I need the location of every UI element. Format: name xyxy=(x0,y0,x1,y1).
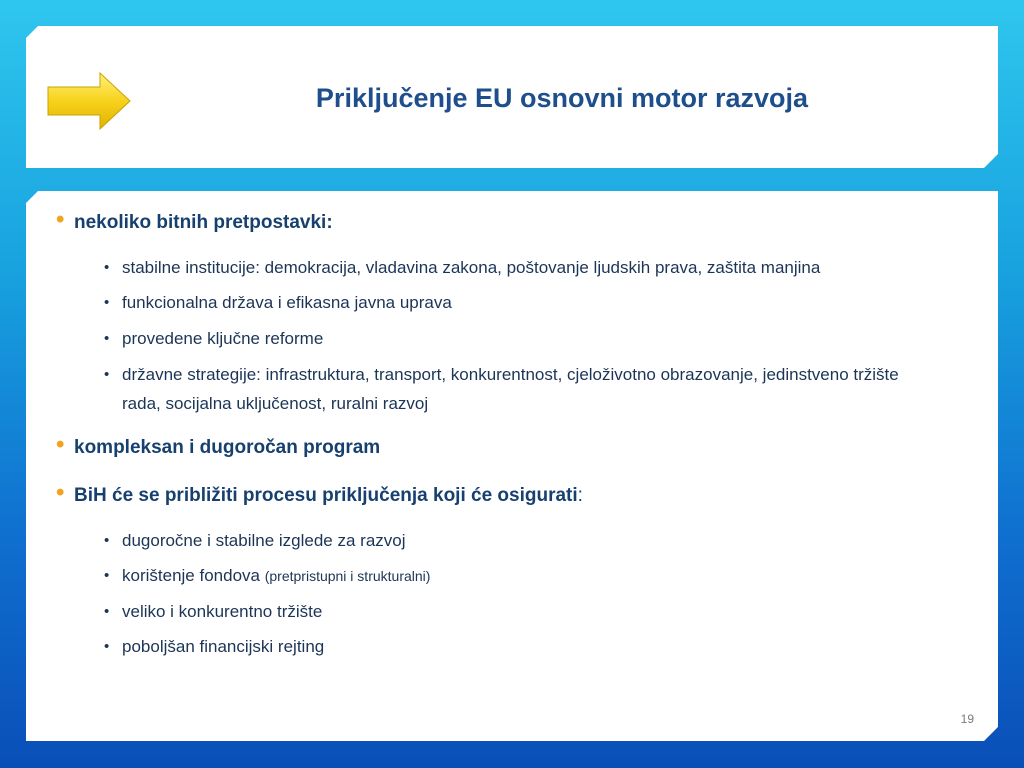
sub-bullet-item xyxy=(56,360,932,418)
sub-bullet-dot-icon: • xyxy=(104,603,110,620)
arrow-right-icon xyxy=(44,70,134,132)
bullet-dot-icon: • xyxy=(56,479,65,506)
bullet-list xyxy=(56,205,956,661)
fund-note: (pretpristupni i strukturalni) xyxy=(264,568,431,584)
sub-bullet-text: stabilne institucije: demokracija, vladavina zakona, poštovanje ljudskih prava, zaštita manjina xyxy=(122,258,821,277)
bullet-text: BiH će se približiti procesu priključenja koji će osigurati xyxy=(74,485,578,506)
sub-bullet-item xyxy=(56,632,956,661)
sub-bullet-dot-icon: • xyxy=(104,330,110,347)
sub-bullet-item xyxy=(56,597,956,626)
bullet-text: kompleksan i dugoročan program xyxy=(74,437,381,458)
sub-bullet-dot-icon: • xyxy=(104,638,110,655)
sub-bullet-dot-icon: • xyxy=(104,567,110,584)
sub-bullet-item xyxy=(56,324,956,353)
sub-bullet-text: državne strategije: infrastruktura, transport, konkurentnost, cjeloživotno obrazovanje, jedinstveno tržište rada, socijalna uključenost, ruralni razvoj xyxy=(122,365,899,413)
sub-bullet-item xyxy=(56,561,956,591)
sub-bullet-text: funkcionalna država i efikasna javna uprava xyxy=(122,293,452,312)
bullet-item xyxy=(56,479,956,509)
sub-bullet-text: poboljšan financijski rejting xyxy=(122,637,325,656)
sub-bullet-item xyxy=(56,253,922,282)
page-number: 19 xyxy=(960,712,974,726)
bullet-dot-icon: • xyxy=(56,206,65,233)
bullet-item xyxy=(56,206,956,236)
sub-bullet-text: veliko i konkurentno tržište xyxy=(122,602,323,621)
sub-bullet-dot-icon: • xyxy=(104,532,110,549)
bullet-dot-icon: • xyxy=(56,431,65,458)
sub-bullet-text: dugoročne i stabilne izglede za razvoj xyxy=(122,531,406,550)
slide-title: Priključenje EU osnovni motor razvoja xyxy=(315,83,809,113)
sub-bullet-item xyxy=(56,526,956,555)
sub-bullet-text: provedene ključne reforme xyxy=(122,329,324,348)
sub-bullet-dot-icon: • xyxy=(104,259,110,276)
sub-bullet-text: korištenje fondova xyxy=(122,566,260,585)
bullet-suffix: : xyxy=(577,485,583,506)
sub-bullet-item xyxy=(56,288,956,317)
sub-bullet-dot-icon: • xyxy=(104,366,110,383)
bullet-text: nekoliko bitnih pretpostavki: xyxy=(74,212,333,233)
bullet-item xyxy=(56,431,956,461)
sub-bullet-dot-icon: • xyxy=(104,294,110,311)
